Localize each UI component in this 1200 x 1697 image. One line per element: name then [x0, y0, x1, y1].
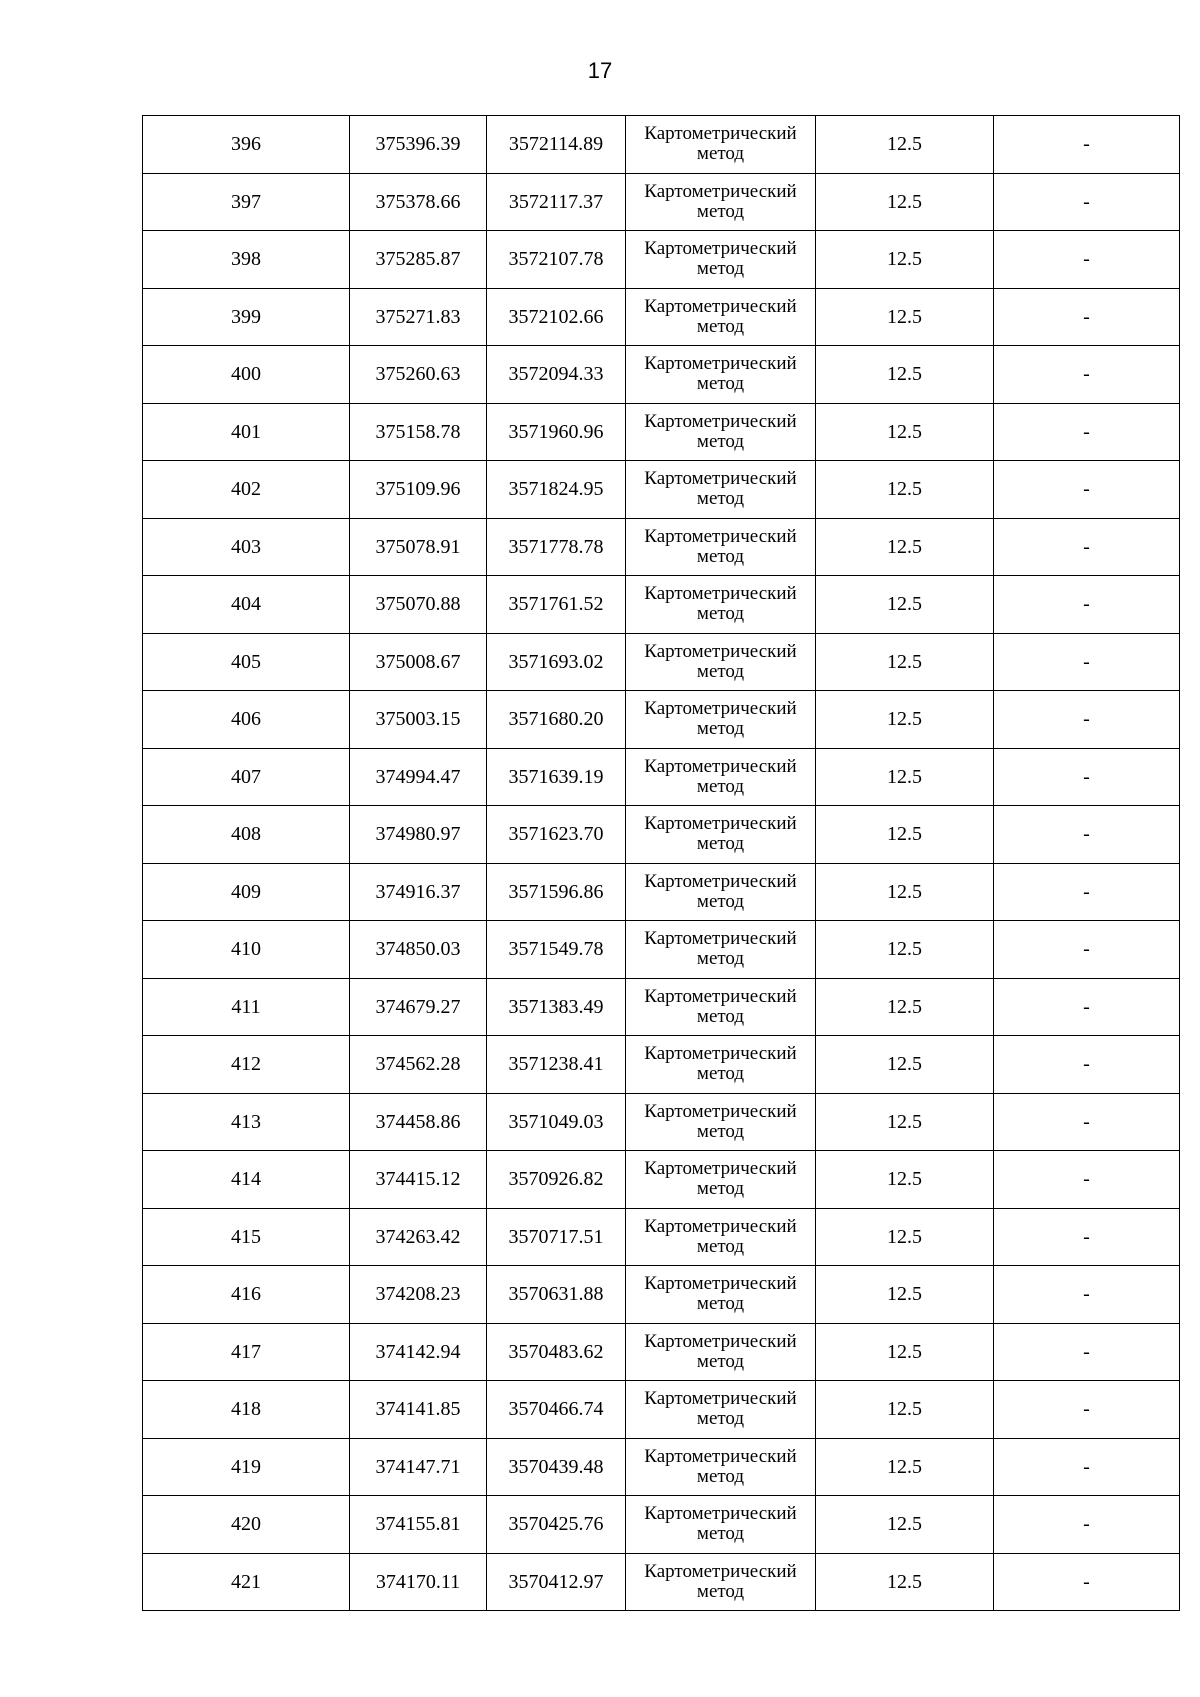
- accuracy-cell: 12.5: [816, 691, 994, 749]
- y-coordinate-cell: 3571824.95: [487, 461, 626, 519]
- method-cell: Картометрический метод: [626, 921, 816, 979]
- method-cell: Картометрический метод: [626, 1496, 816, 1554]
- table-row: [143, 576, 1180, 634]
- note-cell: -: [994, 806, 1180, 864]
- point-number-cell: 421: [143, 1553, 350, 1611]
- table-row: [143, 863, 1180, 921]
- note-cell: -: [994, 921, 1180, 979]
- note-cell: -: [994, 173, 1180, 231]
- accuracy-cell: 12.5: [816, 1438, 994, 1496]
- table-row: [143, 461, 1180, 519]
- point-number-cell: 412: [143, 1036, 350, 1094]
- point-number-cell: 411: [143, 978, 350, 1036]
- table-body: [143, 116, 1180, 1611]
- point-number-cell: 414: [143, 1151, 350, 1209]
- note-cell: -: [994, 1036, 1180, 1094]
- x-coordinate-cell: 374994.47: [350, 748, 487, 806]
- accuracy-cell: 12.5: [816, 1208, 994, 1266]
- point-number-cell: 406: [143, 691, 350, 749]
- x-coordinate-cell: 374415.12: [350, 1151, 487, 1209]
- point-number-cell: 413: [143, 1093, 350, 1151]
- note-cell: -: [994, 346, 1180, 404]
- note-cell: -: [994, 1151, 1180, 1209]
- point-number-cell: 397: [143, 173, 350, 231]
- method-cell: Картометрический метод: [626, 748, 816, 806]
- y-coordinate-cell: 3571383.49: [487, 978, 626, 1036]
- table-row: [143, 921, 1180, 979]
- note-cell: -: [994, 1323, 1180, 1381]
- point-number-cell: 417: [143, 1323, 350, 1381]
- note-cell: -: [994, 1208, 1180, 1266]
- point-number-cell: 415: [143, 1208, 350, 1266]
- table-row: [143, 1496, 1180, 1554]
- accuracy-cell: 12.5: [816, 173, 994, 231]
- x-coordinate-cell: 375378.66: [350, 173, 487, 231]
- method-cell: Картометрический метод: [626, 1036, 816, 1094]
- x-coordinate-cell: 374155.81: [350, 1496, 487, 1554]
- x-coordinate-cell: 375158.78: [350, 403, 487, 461]
- table-row: [143, 1036, 1180, 1094]
- accuracy-cell: 12.5: [816, 1323, 994, 1381]
- point-number-cell: 407: [143, 748, 350, 806]
- x-coordinate-cell: 374980.97: [350, 806, 487, 864]
- method-cell: Картометрический метод: [626, 116, 816, 174]
- y-coordinate-cell: 3571639.19: [487, 748, 626, 806]
- note-cell: -: [994, 863, 1180, 921]
- point-number-cell: 399: [143, 288, 350, 346]
- y-coordinate-cell: 3571693.02: [487, 633, 626, 691]
- y-coordinate-cell: 3572114.89: [487, 116, 626, 174]
- y-coordinate-cell: 3572102.66: [487, 288, 626, 346]
- accuracy-cell: 12.5: [816, 1266, 994, 1324]
- accuracy-cell: 12.5: [816, 1553, 994, 1611]
- point-number-cell: 401: [143, 403, 350, 461]
- method-cell: Картометрический метод: [626, 1323, 816, 1381]
- accuracy-cell: 12.5: [816, 518, 994, 576]
- table-row: [143, 806, 1180, 864]
- method-cell: Картометрический метод: [626, 231, 816, 289]
- point-number-cell: 400: [143, 346, 350, 404]
- page-number: 17: [587, 58, 613, 83]
- accuracy-cell: 12.5: [816, 1093, 994, 1151]
- x-coordinate-cell: 374208.23: [350, 1266, 487, 1324]
- table-row: [143, 633, 1180, 691]
- note-cell: -: [994, 978, 1180, 1036]
- method-cell: Картометрический метод: [626, 403, 816, 461]
- table-row: [143, 346, 1180, 404]
- table-row: [143, 1151, 1180, 1209]
- x-coordinate-cell: 375070.88: [350, 576, 487, 634]
- table-row: [143, 1553, 1180, 1611]
- note-cell: -: [994, 1438, 1180, 1496]
- method-cell: Картометрический метод: [626, 173, 816, 231]
- point-number-cell: 418: [143, 1381, 350, 1439]
- method-cell: Картометрический метод: [626, 461, 816, 519]
- accuracy-cell: 12.5: [816, 921, 994, 979]
- x-coordinate-cell: 374850.03: [350, 921, 487, 979]
- point-number-cell: 403: [143, 518, 350, 576]
- accuracy-cell: 12.5: [816, 806, 994, 864]
- note-cell: -: [994, 748, 1180, 806]
- table-row: [143, 1093, 1180, 1151]
- y-coordinate-cell: 3570439.48: [487, 1438, 626, 1496]
- point-number-cell: 396: [143, 116, 350, 174]
- table-row: [143, 978, 1180, 1036]
- table-row: [143, 518, 1180, 576]
- table-row: [143, 1323, 1180, 1381]
- y-coordinate-cell: 3571238.41: [487, 1036, 626, 1094]
- method-cell: Картометрический метод: [626, 863, 816, 921]
- y-coordinate-cell: 3571680.20: [487, 691, 626, 749]
- method-cell: Картометрический метод: [626, 1438, 816, 1496]
- x-coordinate-cell: 374458.86: [350, 1093, 487, 1151]
- y-coordinate-cell: 3571960.96: [487, 403, 626, 461]
- accuracy-cell: 12.5: [816, 346, 994, 404]
- y-coordinate-cell: 3570483.62: [487, 1323, 626, 1381]
- y-coordinate-cell: 3571549.78: [487, 921, 626, 979]
- table-row: [143, 403, 1180, 461]
- method-cell: Картометрический метод: [626, 1151, 816, 1209]
- table-row: [143, 1208, 1180, 1266]
- accuracy-cell: 12.5: [816, 116, 994, 174]
- y-coordinate-cell: 3570717.51: [487, 1208, 626, 1266]
- table-row: [143, 1438, 1180, 1496]
- table-row: [143, 173, 1180, 231]
- method-cell: Картометрический метод: [626, 633, 816, 691]
- table-row: [143, 1381, 1180, 1439]
- point-number-cell: 409: [143, 863, 350, 921]
- x-coordinate-cell: 374916.37: [350, 863, 487, 921]
- x-coordinate-cell: 374142.94: [350, 1323, 487, 1381]
- accuracy-cell: 12.5: [816, 403, 994, 461]
- accuracy-cell: 12.5: [816, 748, 994, 806]
- y-coordinate-cell: 3570466.74: [487, 1381, 626, 1439]
- point-number-cell: 410: [143, 921, 350, 979]
- note-cell: -: [994, 518, 1180, 576]
- x-coordinate-cell: 375396.39: [350, 116, 487, 174]
- method-cell: Картометрический метод: [626, 1553, 816, 1611]
- note-cell: -: [994, 1496, 1180, 1554]
- x-coordinate-cell: 375271.83: [350, 288, 487, 346]
- x-coordinate-cell: 375109.96: [350, 461, 487, 519]
- accuracy-cell: 12.5: [816, 1496, 994, 1554]
- table-row: [143, 231, 1180, 289]
- note-cell: -: [994, 576, 1180, 634]
- x-coordinate-cell: 375078.91: [350, 518, 487, 576]
- table-row: [143, 1266, 1180, 1324]
- note-cell: -: [994, 288, 1180, 346]
- y-coordinate-cell: 3570425.76: [487, 1496, 626, 1554]
- accuracy-cell: 12.5: [816, 1381, 994, 1439]
- y-coordinate-cell: 3572107.78: [487, 231, 626, 289]
- note-cell: -: [994, 1266, 1180, 1324]
- note-cell: -: [994, 633, 1180, 691]
- point-number-cell: 416: [143, 1266, 350, 1324]
- method-cell: Картометрический метод: [626, 518, 816, 576]
- method-cell: Картометрический метод: [626, 1093, 816, 1151]
- y-coordinate-cell: 3571596.86: [487, 863, 626, 921]
- note-cell: -: [994, 403, 1180, 461]
- x-coordinate-cell: 374141.85: [350, 1381, 487, 1439]
- y-coordinate-cell: 3571049.03: [487, 1093, 626, 1151]
- accuracy-cell: 12.5: [816, 288, 994, 346]
- method-cell: Картометрический метод: [626, 576, 816, 634]
- table-row: [143, 116, 1180, 174]
- y-coordinate-cell: 3570412.97: [487, 1553, 626, 1611]
- accuracy-cell: 12.5: [816, 978, 994, 1036]
- coordinates-table: [142, 115, 1180, 1611]
- accuracy-cell: 12.5: [816, 576, 994, 634]
- x-coordinate-cell: 375003.15: [350, 691, 487, 749]
- point-number-cell: 405: [143, 633, 350, 691]
- accuracy-cell: 12.5: [816, 1036, 994, 1094]
- note-cell: -: [994, 1553, 1180, 1611]
- point-number-cell: 398: [143, 231, 350, 289]
- note-cell: -: [994, 1381, 1180, 1439]
- method-cell: Картометрический метод: [626, 1381, 816, 1439]
- x-coordinate-cell: 374263.42: [350, 1208, 487, 1266]
- x-coordinate-cell: 375008.67: [350, 633, 487, 691]
- method-cell: Картометрический метод: [626, 1266, 816, 1324]
- y-coordinate-cell: 3571761.52: [487, 576, 626, 634]
- note-cell: -: [994, 1093, 1180, 1151]
- point-number-cell: 402: [143, 461, 350, 519]
- y-coordinate-cell: 3570926.82: [487, 1151, 626, 1209]
- x-coordinate-cell: 374562.28: [350, 1036, 487, 1094]
- note-cell: -: [994, 691, 1180, 749]
- x-coordinate-cell: 374147.71: [350, 1438, 487, 1496]
- x-coordinate-cell: 374170.11: [350, 1553, 487, 1611]
- method-cell: Картометрический метод: [626, 346, 816, 404]
- x-coordinate-cell: 374679.27: [350, 978, 487, 1036]
- method-cell: Картометрический метод: [626, 978, 816, 1036]
- table-row: [143, 288, 1180, 346]
- point-number-cell: 420: [143, 1496, 350, 1554]
- table-row: [143, 691, 1180, 749]
- y-coordinate-cell: 3572117.37: [487, 173, 626, 231]
- x-coordinate-cell: 375285.87: [350, 231, 487, 289]
- point-number-cell: 419: [143, 1438, 350, 1496]
- y-coordinate-cell: 3571778.78: [487, 518, 626, 576]
- method-cell: Картометрический метод: [626, 806, 816, 864]
- table-row: [143, 748, 1180, 806]
- method-cell: Картометрический метод: [626, 1208, 816, 1266]
- point-number-cell: 408: [143, 806, 350, 864]
- accuracy-cell: 12.5: [816, 633, 994, 691]
- accuracy-cell: 12.5: [816, 1151, 994, 1209]
- x-coordinate-cell: 375260.63: [350, 346, 487, 404]
- method-cell: Картометрический метод: [626, 288, 816, 346]
- accuracy-cell: 12.5: [816, 863, 994, 921]
- note-cell: -: [994, 116, 1180, 174]
- accuracy-cell: 12.5: [816, 461, 994, 519]
- note-cell: -: [994, 231, 1180, 289]
- y-coordinate-cell: 3570631.88: [487, 1266, 626, 1324]
- y-coordinate-cell: 3572094.33: [487, 346, 626, 404]
- point-number-cell: 404: [143, 576, 350, 634]
- method-cell: Картометрический метод: [626, 691, 816, 749]
- note-cell: -: [994, 461, 1180, 519]
- y-coordinate-cell: 3571623.70: [487, 806, 626, 864]
- accuracy-cell: 12.5: [816, 231, 994, 289]
